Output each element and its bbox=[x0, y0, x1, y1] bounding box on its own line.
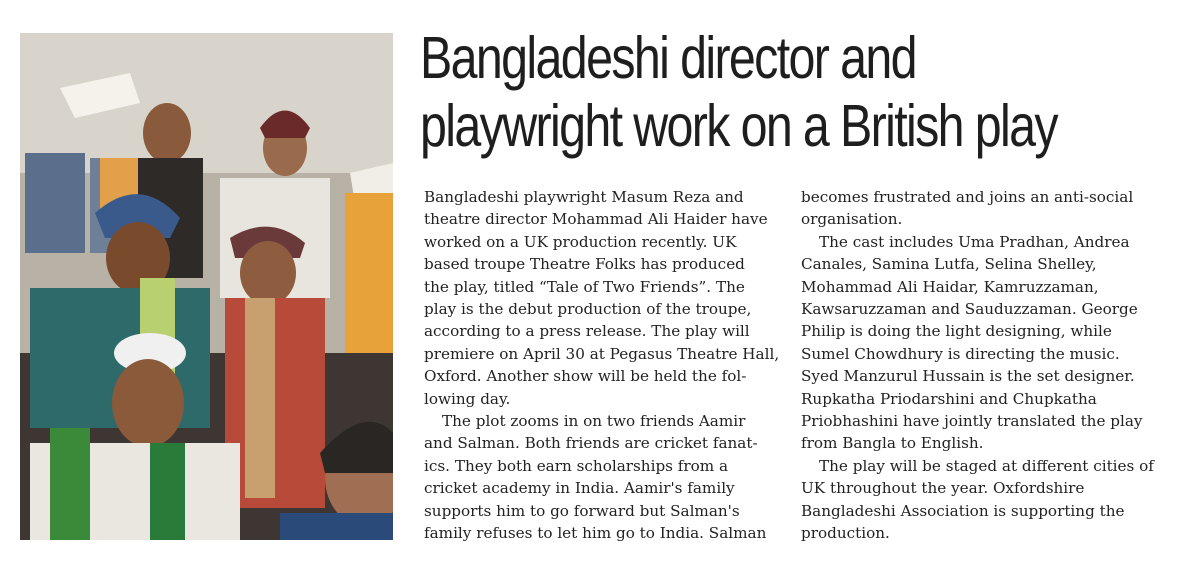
article-column-1 bbox=[424, 186, 780, 545]
article-headline bbox=[420, 24, 1158, 160]
text-line: ics. They both earn scholarships from a bbox=[424, 456, 729, 475]
text-line: based troupe Theatre Folks has produced bbox=[424, 255, 745, 274]
text-line: Philip is doing the light designing, while bbox=[801, 322, 1112, 341]
headline-line: Bangladeshi director and bbox=[420, 25, 916, 91]
text-line: Sumel Chowdhury is directing the music. bbox=[801, 344, 1120, 363]
text-line: The play will be staged at different cities of bbox=[819, 456, 1154, 475]
text-line: worked on a UK production recently. UK bbox=[424, 232, 737, 251]
text-line: according to a press release. The play will bbox=[424, 322, 750, 341]
text-line: lowing day. bbox=[424, 389, 511, 408]
text-line: the play, titled “Tale of Two Friends”. The bbox=[424, 277, 745, 296]
text-line: Oxford. Another show will be held the fol- bbox=[424, 367, 747, 386]
text-line: play is the debut production of the troupe, bbox=[424, 300, 752, 319]
text-line: Bangladeshi playwright Masum Reza and bbox=[424, 188, 744, 206]
article-photo bbox=[20, 33, 393, 540]
text-line: premiere on April 30 at Pegasus Theatre Hall, bbox=[424, 344, 780, 363]
text-line: Bangladeshi Association is supporting the bbox=[801, 501, 1125, 520]
text-line: organisation. bbox=[801, 210, 903, 229]
text-line: production. bbox=[801, 524, 890, 543]
text-line: Mohammad Ali Haidar, Kamruzzaman, bbox=[801, 277, 1099, 296]
text-line: supports him to go forward but Salman's bbox=[424, 501, 740, 520]
text-line: UK throughout the year. Oxfordshire bbox=[801, 479, 1085, 498]
text-line: The cast includes Uma Pradhan, Andrea bbox=[819, 232, 1130, 251]
text-line: and Salman. Both friends are cricket fanat- bbox=[424, 434, 758, 453]
text-line: Syed Manzurul Hussain is the set designer. bbox=[801, 367, 1135, 386]
text-line: Rupkatha Priodarshini and Chupkatha bbox=[801, 389, 1097, 408]
text-line: Canales, Samina Lutfa, Selina Shelley, bbox=[801, 255, 1097, 274]
text-line: theatre director Mohammad Ali Haider have bbox=[424, 210, 768, 229]
text-line: from Bangla to English. bbox=[801, 434, 984, 453]
text-line: Kawsaruzzaman and Sauduzzaman. George bbox=[801, 300, 1138, 319]
text-line: Priobhashini have jointly translated the play bbox=[801, 412, 1143, 431]
article-column-2 bbox=[801, 186, 1166, 545]
group-photo-icon bbox=[20, 33, 393, 540]
text-line: family refuses to let him go to India. Salman bbox=[424, 524, 767, 543]
text-line: becomes frustrated and joins an anti-social bbox=[801, 188, 1134, 206]
text-line: The plot zooms in on two friends Aamir bbox=[442, 412, 746, 431]
text-line: cricket academy in India. Aamir's family bbox=[424, 479, 735, 498]
headline-line: playwright work on a British play bbox=[420, 93, 1057, 159]
